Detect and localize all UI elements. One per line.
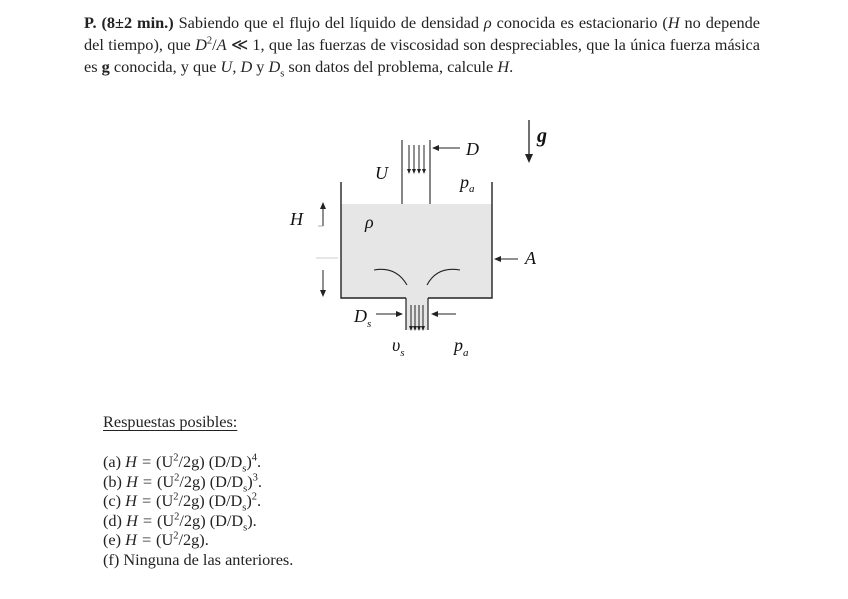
answer-c: (c) $H = (U^2/2g)$ $(D/D_s)^2$.: [103, 491, 262, 514]
label-U: U: [375, 163, 388, 183]
inlet-velocity-arrows: [409, 145, 424, 171]
diameter-Ds-arrowhead-right: [431, 311, 438, 317]
inlet-arrowheads: [407, 169, 426, 174]
label-pa-bottom: $p_a$: [454, 335, 469, 359]
label-pa-top: $p_a$: [460, 172, 475, 195]
answer-d: (d) $H = (U^2/2g)$ $(D/D_s)$.: [103, 510, 257, 534]
label-Ds: $D_s$: [354, 306, 372, 330]
area-A-arrowhead: [494, 256, 501, 262]
answer-f: (f) Ninguna de las anteriores.: [103, 549, 294, 569]
outlet-liquid: [406, 298, 428, 330]
answers-list: [103, 452, 293, 570]
height-H-arrowhead-bottom: [320, 290, 326, 297]
diameter-D-arrowhead: [432, 145, 439, 151]
liquid-region: [341, 204, 492, 298]
problem-statement: P. (8±2 min.) Sabiendo que el flujo del líquido de densidad ρ conocida es estacionario (H no depende del tiempo), que $D^2/A$ ≪ 1, que las fuerzas de viscosidad son despreciables, que la única fuerza másica es g conocida, y que U, D y $D_s$ son datos del problema, calcule H.: [84, 13, 760, 80]
diameter-Ds-arrowhead-left: [396, 311, 403, 317]
label-A: A: [525, 248, 536, 268]
answers-title: Respuestas posibles:: [103, 412, 238, 431]
answer-a: (a) $H = (U^2/2g)$ $(D/D_s)^4$.: [103, 452, 262, 475]
problem-label: P. (8±2 min.): [84, 13, 174, 32]
label-H: H: [290, 209, 303, 229]
label-rho: ρ: [365, 212, 374, 232]
answer-b: (b) $H = (U^2/2g)$ $(D/D_s)^3$.: [103, 471, 262, 494]
height-H-arrowhead-top: [320, 202, 326, 209]
label-vs: $\upsilon_s$: [392, 335, 405, 359]
answer-e: (e) $H = (U^2/2g)$.: [103, 530, 209, 550]
gravity-arrowhead: [525, 154, 533, 163]
label-g: g: [537, 125, 547, 147]
label-D: D: [466, 139, 479, 159]
